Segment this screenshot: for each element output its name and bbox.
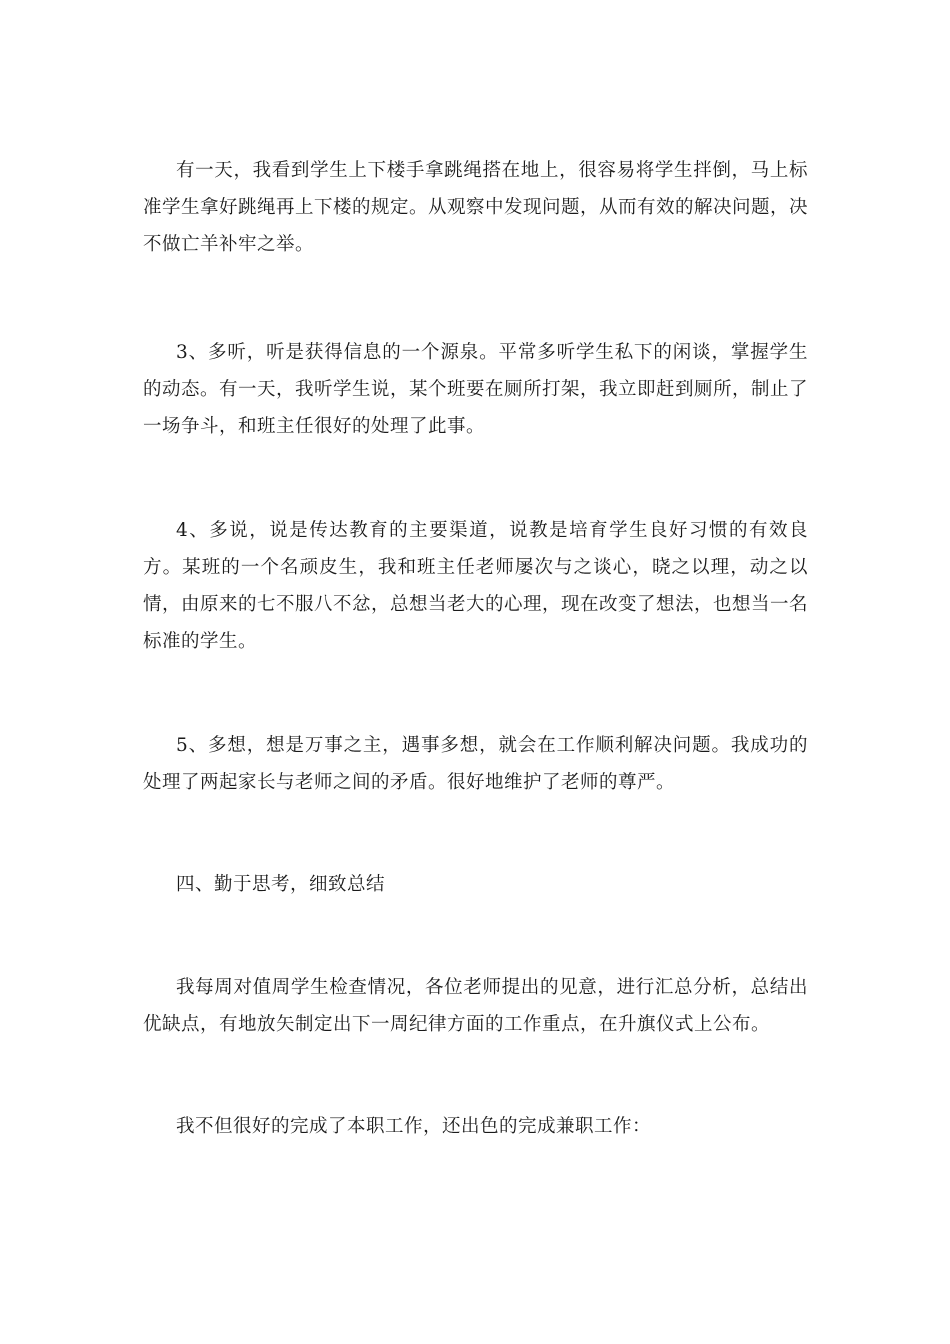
section-heading-reflect-summarize: 四、勤于思考，细致总结 <box>176 874 386 895</box>
paragraph-think-more: 5、多想，想是万事之主，遇事多想，就会在工作顺利解决问题。我成功的处理了两起家长与老师之间的矛盾。很好地维护了老师的尊严。 <box>143 735 808 793</box>
paragraph-jump-rope: 有一天，我看到学生上下楼手拿跳绳搭在地上，很容易将学生拌倒，马上标准学生拿好跳绳再上下楼的规定。从观察中发现问题，从而有效的解决问题，决不做亡羊补牢之举。 <box>143 160 809 255</box>
paragraph-listen-more: 3、多听，听是获得信息的一个源泉。平常多听学生私下的闲谈，掌握学生的动态。有一天，我听学生说，某个班要在厕所打架，我立即赶到厕所，制止了一场争斗，和班主任很好的处理了此事。 <box>143 342 809 437</box>
paragraph-weekly-summary: 我每周对值周学生检查情况，各位老师提出的见意，进行汇总分析，总结出优缺点，有地放矢制定出下一周纪律方面的工作重点，在升旗仪式上公布。 <box>143 977 808 1035</box>
paragraph-speak-more: 4、多说，说是传达教育的主要渠道，说教是培育学生良好习惯的有效良方。某班的一个名顽皮生，我和班主任老师屡次与之谈心，晓之以理，动之以情，由原来的七不服八不忿，总想当老大的心理，现在改变了想法，也想当一名标准的学生。 <box>143 520 809 652</box>
paragraph-concurrent-duties: 我不但很好的完成了本职工作，还出色的完成兼职工作： <box>176 1116 652 1137</box>
